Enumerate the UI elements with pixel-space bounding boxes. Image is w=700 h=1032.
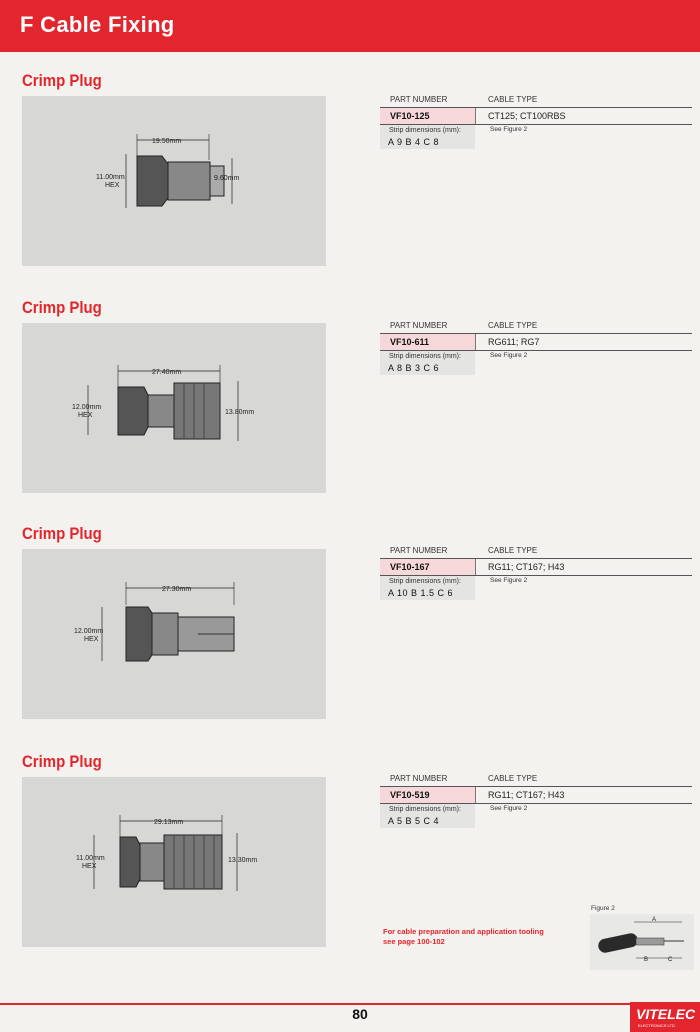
note-line-1: For cable preparation and application tooling [383, 927, 544, 936]
length-dim: 29.13mm [154, 819, 184, 826]
hex-word: HEX [105, 182, 120, 189]
dim-c: C [668, 957, 673, 963]
hex-dim: 11.00mm [76, 855, 105, 862]
strip-label: Strip dimensions (mm): [389, 127, 461, 134]
strip-label: Strip dimensions (mm): [389, 806, 461, 813]
hex-dim: 11.00mm [96, 174, 125, 181]
strip-values: A 9 B 4 C 8 [388, 137, 440, 147]
strip-values: A 5 B 5 C 4 [388, 816, 440, 826]
part-number-header: PART NUMBER [390, 546, 448, 555]
see-figure: See Figure 2 [490, 805, 528, 812]
length-dim: 27.30mm [162, 586, 192, 593]
strip-dimensions [380, 804, 475, 828]
spec-row [380, 107, 692, 125]
see-figure: See Figure 2 [490, 126, 528, 133]
spec-row [380, 786, 692, 804]
dim-b: B [644, 957, 649, 963]
strip-label: Strip dimensions (mm): [389, 578, 461, 585]
product-image [22, 549, 326, 719]
section-banner [0, 0, 700, 52]
product-title: Crimp Plug [22, 752, 102, 771]
figure-2 [590, 914, 694, 970]
dia-dim: 9.60mm [214, 175, 240, 182]
length-dim: 19.50mm [152, 138, 182, 145]
dia-dim: 13.80mm [225, 409, 255, 416]
cable-type: RG11; CT167; H43 [488, 562, 565, 572]
logo-text: VITELEC [636, 1006, 696, 1022]
strip-dimensions [380, 125, 475, 149]
see-figure: See Figure 2 [490, 352, 528, 359]
length-dim: 27.40mm [152, 369, 182, 376]
page-number: 80 [352, 1006, 368, 1022]
part-number: VF10-167 [390, 562, 430, 572]
cable-type: RG11; CT167; H43 [488, 790, 565, 800]
strip-values: A 8 B 3 C 6 [388, 363, 440, 373]
cable-type-header: CABLE TYPE [488, 95, 538, 104]
cable-type: RG611; RG7 [488, 337, 540, 347]
product-image [22, 777, 326, 947]
see-figure: See Figure 2 [490, 577, 528, 584]
part-number: VF10-611 [390, 337, 430, 347]
part-number-header: PART NUMBER [390, 95, 448, 104]
cable-type-header: CABLE TYPE [488, 546, 538, 555]
hex-dim: 12.00mm [74, 628, 104, 635]
dia-dim: 13.30mm [228, 857, 258, 864]
part-number-header: PART NUMBER [390, 321, 448, 330]
cable-type-header: CABLE TYPE [488, 321, 538, 330]
logo-subtext: ELECTRONICS LTD [638, 1023, 675, 1028]
note-line-2: see page 100-102 [383, 937, 445, 946]
strip-dimensions [380, 351, 475, 375]
hex-word: HEX [84, 636, 99, 643]
product-image [22, 96, 326, 266]
strip-dimensions [380, 576, 475, 600]
tooling-note [383, 927, 544, 947]
product-title: Crimp Plug [22, 298, 102, 317]
part-number-header: PART NUMBER [390, 774, 448, 783]
strip-label: Strip dimensions (mm): [389, 353, 461, 360]
footer-rule [0, 1003, 700, 1005]
dim-a: A [652, 917, 657, 923]
cable-type: CT125; CT100RBS [488, 111, 566, 121]
part-number: VF10-125 [390, 111, 430, 121]
banner-title: F Cable Fixing [20, 12, 175, 37]
product-title: Crimp Plug [22, 71, 102, 90]
product-image [22, 323, 326, 493]
part-number: VF10-519 [390, 790, 430, 800]
figure-label: Figure 2 [591, 905, 615, 912]
spec-row [380, 333, 692, 351]
product-title: Crimp Plug [22, 524, 102, 543]
strip-values: A 10 B 1.5 C 6 [388, 588, 454, 598]
hex-word: HEX [82, 863, 97, 870]
spec-row [380, 558, 692, 576]
hex-word: HEX [78, 412, 93, 419]
hex-dim: 12.00mm [72, 404, 102, 411]
brand-logo [630, 1002, 700, 1032]
cable-type-header: CABLE TYPE [488, 774, 538, 783]
